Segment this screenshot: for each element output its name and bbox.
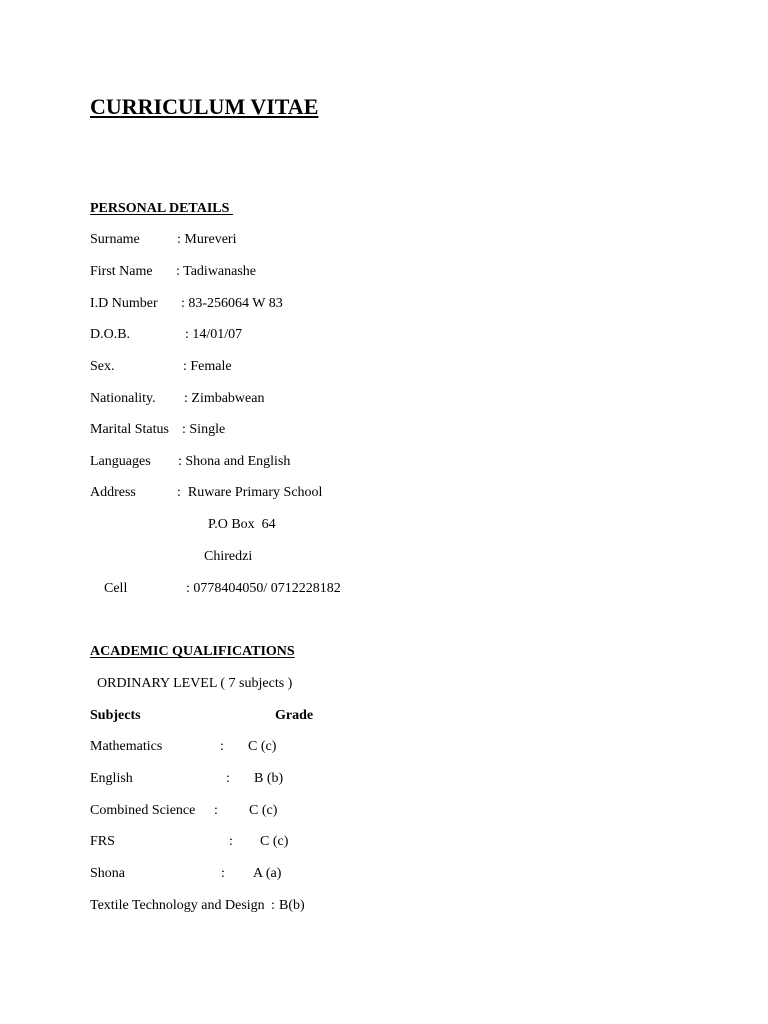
subject-grade: C (c) [249, 803, 278, 818]
grade-column-header: Grade [275, 708, 314, 723]
subject-separator: : [214, 803, 218, 818]
sex-label: Sex. [90, 359, 115, 374]
marital-status-label: Marital Status [90, 422, 169, 437]
sex-value: : Female [183, 359, 232, 374]
subject-separator: : [271, 898, 275, 913]
languages-value: : Shona and English [178, 454, 291, 469]
academic-qualifications-heading: ACADEMIC QUALIFICATIONS [90, 644, 295, 659]
subject-name: Shona [90, 866, 125, 881]
id-number-value: : 83-256064 W 83 [181, 296, 283, 311]
address-line-3: Chiredzi [204, 549, 253, 564]
surname-value: : Mureveri [177, 232, 237, 247]
ordinary-level-line: ORDINARY LEVEL ( 7 subjects ) [97, 676, 293, 691]
subject-name: English [90, 771, 133, 786]
subject-name: Combined Science [90, 803, 196, 818]
subject-separator: : [226, 771, 230, 786]
subject-separator: : [221, 866, 225, 881]
dob-label: D.O.B. [90, 327, 131, 342]
subject-name: Textile Technology and Design [90, 898, 265, 913]
id-number-label: I.D Number [90, 296, 158, 311]
subject-grade: C (c) [260, 834, 289, 849]
address-value: : Ruware Primary School [177, 485, 323, 500]
subject-name: Mathematics [90, 739, 163, 754]
languages-label: Languages [90, 454, 151, 469]
subject-grade: B (b) [254, 771, 284, 786]
document-title: CURRICULUM VITAE [90, 94, 319, 119]
marital-status-value: : Single [182, 422, 226, 437]
personal-details-heading: PERSONAL DETAILS [90, 201, 233, 216]
surname-label: Surname [90, 232, 140, 247]
first-name-label: First Name [90, 264, 153, 279]
address-line-2: P.O Box 64 [208, 517, 276, 532]
nationality-value: : Zimbabwean [184, 391, 265, 406]
cell-label: Cell [104, 581, 128, 596]
subject-separator: : [229, 834, 233, 849]
subject-grade: B(b) [279, 898, 305, 913]
subject-grade: C (c) [248, 739, 277, 754]
dob-value: : 14/01/07 [185, 327, 243, 342]
subject-separator: : [220, 739, 224, 754]
subjects-column-header: Subjects [90, 708, 141, 723]
first-name-value: : Tadiwanashe [176, 264, 257, 279]
subject-grade: A (a) [253, 866, 282, 881]
address-label: Address [90, 485, 136, 500]
subject-name: FRS [90, 834, 115, 849]
nationality-label: Nationality. [90, 391, 156, 406]
cell-value: : 0778404050/ 0712228182 [186, 581, 341, 596]
